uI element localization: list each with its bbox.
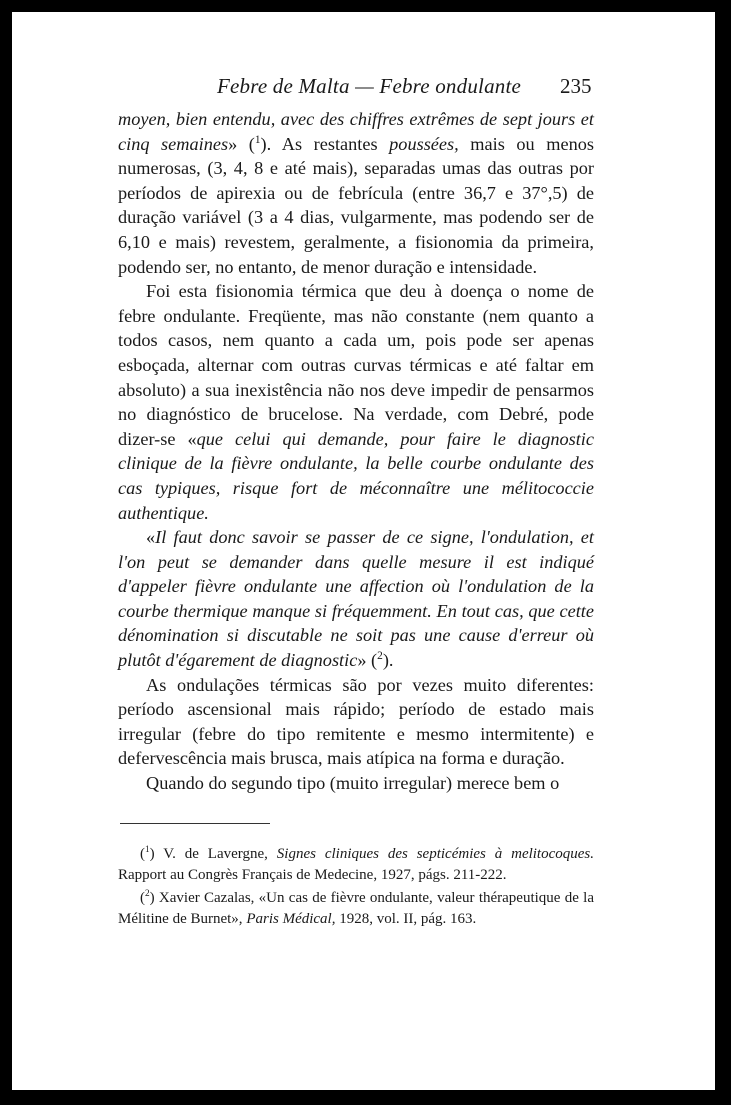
page-number: 235 (560, 74, 592, 98)
text-run: ) Xavier Cazalas, «Un cas de fièvre ondulante, valeur thérapeutique de la Mélitine de Burnet», (118, 890, 594, 927)
body-text (118, 107, 594, 796)
book-page (12, 12, 715, 1090)
paragraph (118, 279, 594, 525)
footnotes (118, 844, 594, 932)
text-run: As ondulações térmicas são por vezes muito diferentes: período ascensional mais rápido; período de estado mais irregular (febre do tipo remitente e mesmo intermitente) e defervescência mais brusca, mais atípica na forma e duração. (118, 674, 594, 769)
italic-text: Signes cliniques des septicémies à melitocoques. (276, 846, 595, 862)
footnote-marker: 1 (254, 133, 261, 146)
running-title: Febre de Malta — Febre ondulante (217, 74, 522, 98)
text-run: » ( (228, 133, 255, 154)
paragraph (118, 673, 594, 771)
text-run: « (146, 527, 156, 548)
text-run: ( (140, 890, 145, 906)
footnote-divider (120, 823, 270, 824)
paragraph (118, 107, 594, 279)
text-run: 1928, vol. II, pág. 163. (335, 911, 477, 927)
footnote (118, 888, 594, 930)
text-run: ). As restantes (260, 133, 390, 154)
italic-text: que celui qui demande, pour faire le diagnostic clinique de la fièvre ondulante, la belle courbe ondulante des cas typiques, risque fort de méconnaître une mélitococcie authentique. (118, 428, 594, 523)
italic-text: poussées, (389, 133, 459, 154)
italic-text: moyen, bien entendu, avec des chiffres extrêmes de sept jours et cinq semaines (118, 109, 594, 154)
italic-text: Paris Médical, (246, 911, 336, 927)
text-run: Foi esta fisionomia térmica que deu à doença o nome de febre ondulante. Freqüente, mas não constante (nem quanto a todos casos, nem quanto a cada um, pois pode ser apenas esboçada, alternar com outras curvas térmicas e até faltar em absoluto) a sua inexistência não nos deve impedir de pensarmos no diagnóstico de brucelose. Na verdade, com Debré, pode dizer-se « (118, 281, 594, 449)
text-run: ). (382, 650, 394, 671)
paragraph (118, 525, 594, 673)
text-run: Rapport au Congrès Français de Medecine, 1927, págs. 211-222. (118, 867, 507, 883)
text-run: Quando do segundo tipo (muito irregular) merece bem o (146, 773, 560, 794)
page-header (12, 74, 715, 104)
footnote (118, 844, 594, 886)
footnote-marker: 2 (377, 649, 383, 662)
footnote-marker: 1 (145, 845, 150, 855)
text-run: » ( (357, 650, 378, 671)
text-run: ( (140, 846, 145, 862)
italic-text: Il faut donc savoir se passer de ce signe, l'ondulation, et l'on peut se demander dans quelle mesure il est indiqué d'appeler fièvre ondulante une affection où l'ondulation de la courbe thermique manque si fréquemment. En tout cas, que cette dénomination si discutable ne soit pas une cause d'erreur où plutôt d'égarement de diagnostic (118, 527, 594, 671)
text-run: ) V. de Lavergne, (149, 846, 277, 862)
text-run: mais ou menos numerosas, (3, 4, 8 e até mais), separadas umas das outras por períodos de apirexia ou de febrícula (entre 36,7 e 37°,5) de duração variável (3 a 4 dias, vulgarmente, mas podendo ser de 6,10 e mais) revestem, geralmente, a fisionomia da primeira, podendo ser, no entanto, de menor duração e intensidade. (118, 133, 594, 277)
footnote-marker: 2 (145, 889, 150, 899)
paragraph (118, 771, 594, 796)
